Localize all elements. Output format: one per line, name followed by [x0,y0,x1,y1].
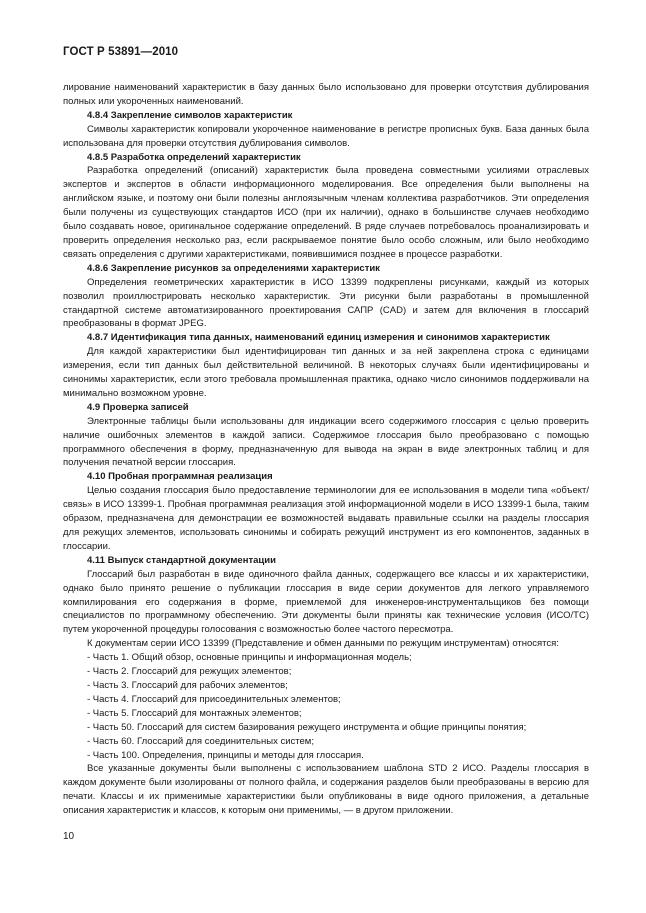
list-item: - Часть 4. Глоссарий для присоединительных элементов; [87,693,341,705]
section-4-11-title: 4.11 Выпуск стандартной документации [87,554,276,566]
section-4-8-7-title: 4.8.7 Идентификация типа данных, наименований единиц измерения и синонимов характеристик [87,332,550,344]
section-4-8-4-text: Символы характеристик копировали укороченное наименование в регистре прописных букв. База данных была использована для проверки отсутствия дублирования символов. [63,123,589,149]
section-4-8-5-title: 4.8.5 Разработка определений характеристик [87,151,301,163]
section-4-8-6-title: 4.8.6 Закрепление рисунков за определениями характеристик [87,262,380,274]
section-4-11-list-intro: К документам серии ИСО 13399 (Представление и обмен данными по режущим инструментам) относятся: [87,638,559,650]
section-4-8-7-text: Для каждой характеристики был идентифицирован тип данных и за ней закреплена строка с единицами измерения, если тип данных был действительной величиной. В некоторых случаях были идентифицированы и синонимы характеристик, если этого требовала промышленная практика, однако число синонимов поддерживали на минимально возможном уровне. [63,346,589,399]
document-header: ГОСТ Р 53891—2010 [63,46,179,58]
section-4-9-text: Электронные таблицы были использованы для индикации всего содержимого глоссария с целью проверить наличие ошибочных элементов в каждой записи. Содержимое глоссария было преобразовано с помощью программного обеспечения в форму, предназначенную для вывода на экран в виде электронных таблиц и для получения печатной версии глоссария. [63,415,589,469]
document-body [63,81,589,818]
list-item: - Часть 60. Глоссарий для соединительных систем; [87,735,314,747]
list-item: - Часть 1. Общий обзор, основные принципы и информационная модель; [87,652,412,664]
intro-paragraph: лирование наименований характеристик в базу данных было использовано для проверки отсутствия дублирования полных или укороченных наименований. [63,82,589,107]
list-item: - Часть 5. Глоссарий для монтажных элементов; [87,707,302,719]
section-4-11-text: Глоссарий был разработан в виде одиночного файла данных, содержащего все классы и их характеристики, однако было принято решение о публикации глоссария в виде серии документов для легкого управляемого компилирования его содержания в форме, приемлемой для инженеров-инструментальщиков без помощи специалистов по программному обеспечению. Эти документы были приняты как технические условия (ИСО/ТС) путем укороченной процедуры голосования с возможностью более частого пересмотра. [63,568,589,636]
section-4-11-closing: Все указанные документы были выполнены с использованием шаблона STD 2 ИСО. Разделы глоссария в каждом документе были изолированы от полного файла, и содержания разделов были преобразованы в версию для печати. Классы и их применимые характеристики были опубликованы в виде одного приложения, а детальные описания характеристик и классов, к которым они применимы, — в другом приложении. [63,763,589,817]
document-parts-list [63,651,589,762]
page-number: 10 [63,831,75,842]
section-4-10-text: Целью создания глоссария было предоставление терминологии для ее использования в модели типа «объект/связь» в ИСО 13399-1. Пробная программная реализация этой информационной модели в ИСО 13399-1 была, таким образом, предназначена для демонстрации ее возможностей выдавать правильные ссылки на разделы глоссария для режущих элементов, использовать синонимы и собирать режущий инструмент из его компонентов, заданных в глоссарии. [63,485,589,552]
section-4-10-title: 4.10 Пробная программная реализация [87,471,273,483]
section-4-9-title: 4.9 Проверка записей [87,401,189,413]
list-item: - Часть 100. Определения, принципы и методы для глоссария. [87,749,364,761]
section-4-8-4-title: 4.8.4 Закрепление символов характеристик [87,109,293,121]
section-4-8-6-text: Определения геометрических характеристик в ИСО 13399 подкреплены рисунками, каждый из которых позволил проиллюстрировать несколько характеристик. Эти рисунки были разработаны в промышленной стандартной системе автоматизированного проектирования САПР (CAD) и затем для включения в глоссарий преобразованы в формат JPEG. [63,276,589,330]
list-item: - Часть 2. Глоссарий для режущих элементов; [87,666,292,678]
list-item: - Часть 3. Глоссарий для рабочих элементов; [87,679,288,691]
section-4-8-5-text: Разработка определений (описаний) характеристик была проведена совместными усилиями отраслевых экспертов и экспертов в области информационного моделирования. Все определения были выполнены на английском языке, и поэтому они были полезны англоязычным членам коллектива разработчиков. Эти определения были получены из существующих стандартов ИСО (при их наличии), однако в большинстве случаев необходимо было создавать новое, оригинальное содержание определений. В ряде случаев потребовалось проанализировать и проверить определения несколько раз, если раскрываемое понятие было особо сложным, или было необходимо связать определения с другими характеристиками, появившимися позднее в процессе разработки. [63,165,589,260]
list-item: - Часть 50. Глоссарий для систем базирования режущего инструмента и общие принципы понятия; [87,721,527,733]
